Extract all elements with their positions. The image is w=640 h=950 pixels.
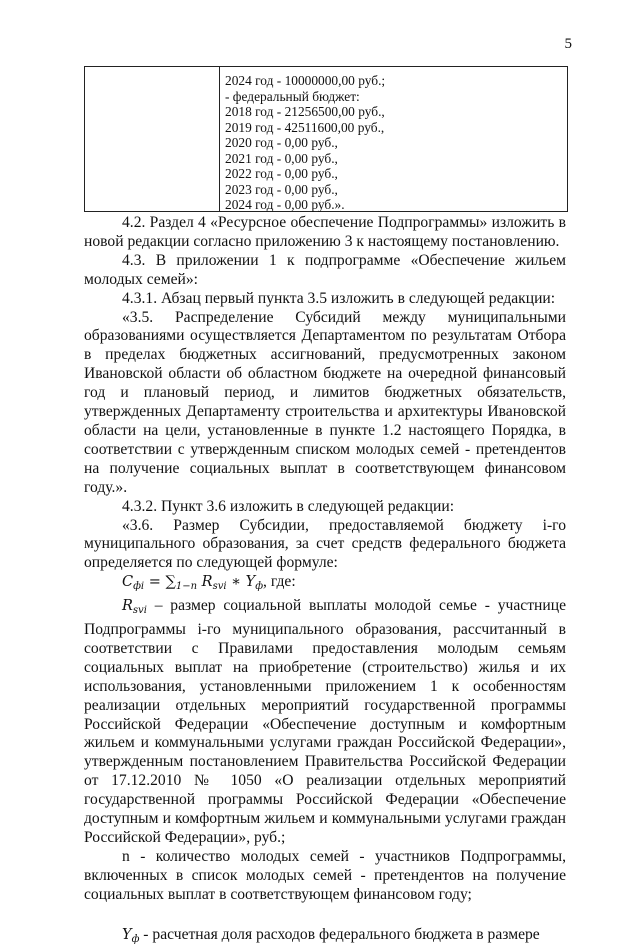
n-definition: n - количество молодых семей - участников Подпрограммы, включенных в список молодых семей - претендентов на получение социальных выплат в соответствующем финансовом году; bbox=[84, 847, 566, 903]
table-line: 2024 год - 10000000,00 руб.; bbox=[225, 73, 386, 88]
yf-definition bbox=[84, 926, 566, 950]
yf-symbol: $Y_ф$ bbox=[122, 926, 140, 945]
rsvi-definition bbox=[84, 597, 566, 848]
table-line: - федеральный бюджет: bbox=[225, 88, 360, 104]
rsvi-symbol: $R_{svi}$ bbox=[122, 598, 147, 617]
paragraph-3-5: «3.5. Распределение Субсидий между муниципальными образованиями осуществляется Департаментом по результатам Отбора в пределах бюджетных ассигнований, предусмотренных законом Ивановской области об областном бюджете на очередной финансовый год и плановый период, и лимитов бюджетных обязательств, утвержденных Департаменту строительства и архитектуры Ивановской области на цели, установленные в пункте 1.2 настоящего Порядка, в соответствии с утвержденным списком молодых семей - претендентов на получение социальных выплат в соответствующем финансовом году.». bbox=[84, 308, 566, 496]
table-values-cell bbox=[220, 67, 385, 211]
document-body bbox=[84, 214, 566, 950]
table-line: 2021 год - 0,00 руб., bbox=[225, 150, 338, 166]
table-line: 2018 год - 21256500,00 руб., bbox=[225, 104, 385, 119]
table-line: 2024 год - 0,00 руб.». bbox=[225, 197, 345, 212]
formula: $C_{фi} = \sum_{1-n}$ $R_{svi}$ ∗ $Y_ф$ bbox=[122, 574, 264, 593]
paragraph-4-2: 4.2. Раздел 4 «Ресурсное обеспечение Подпрограммы» изложить в новой редакции согласно приложению 3 к настоящему постановлению. bbox=[84, 214, 566, 250]
rsvi-text: – размер социальной выплаты молодой семье - участнице Подпрограммы i-го муниципального образования, рассчитанный в соответствии с Правилами предоставления молодым семьям социальных выплат на приобретение (строительство) жилья и их использования, установленными приложением 1 к особенностям реализации отдельных мероприятий государственной программы Российской Федерации «Обеспечение доступным и комфортным жильем и коммунальными услугами граждан Российской Федерации», утвержденным постановлением Правительства Российской Федерации от 17.12.2010 № 1050 «О реализации отдельных мероприятий государственной программы Российской Федерации «Обеспечение доступным и комфортным жильем и коммунальными услугами граждан Российской Федерации», руб.; bbox=[84, 597, 566, 846]
spacer bbox=[84, 905, 566, 926]
paragraph-4-3: 4.3. В приложении 1 к подпрограмме «Обеспечение жильем молодых семей»: bbox=[84, 251, 566, 288]
table-line: 2023 год - 0,00 руб., bbox=[225, 181, 338, 197]
table-line: 2020 год - 0,00 руб., bbox=[225, 135, 338, 150]
yf-text: - расчетная доля расходов федерального бюджета в размере bbox=[139, 925, 540, 943]
paragraph-4-3-1: 4.3.1. Абзац первый пункта 3.5 изложить в следующей редакции: bbox=[122, 289, 556, 307]
paragraph-4-3-2: 4.3.2. Пункт 3.6 изложить в следующей редакции: bbox=[122, 497, 455, 515]
paragraph-3-6: «3.6. Размер Субсидии, предоставляемой бюджету i-го муниципального образования, за счет средств федерального бюджета определяется по следующей формуле: bbox=[84, 516, 566, 572]
table-line: 2019 год - 42511600,00 руб., bbox=[225, 119, 385, 135]
funding-table bbox=[84, 66, 568, 212]
table-line: 2022 год - 0,00 руб., bbox=[225, 166, 338, 181]
table-empty-cell bbox=[85, 67, 220, 211]
page-number: 5 bbox=[564, 36, 572, 52]
formula-line bbox=[84, 573, 566, 597]
formula-suffix: , где: bbox=[263, 573, 296, 591]
